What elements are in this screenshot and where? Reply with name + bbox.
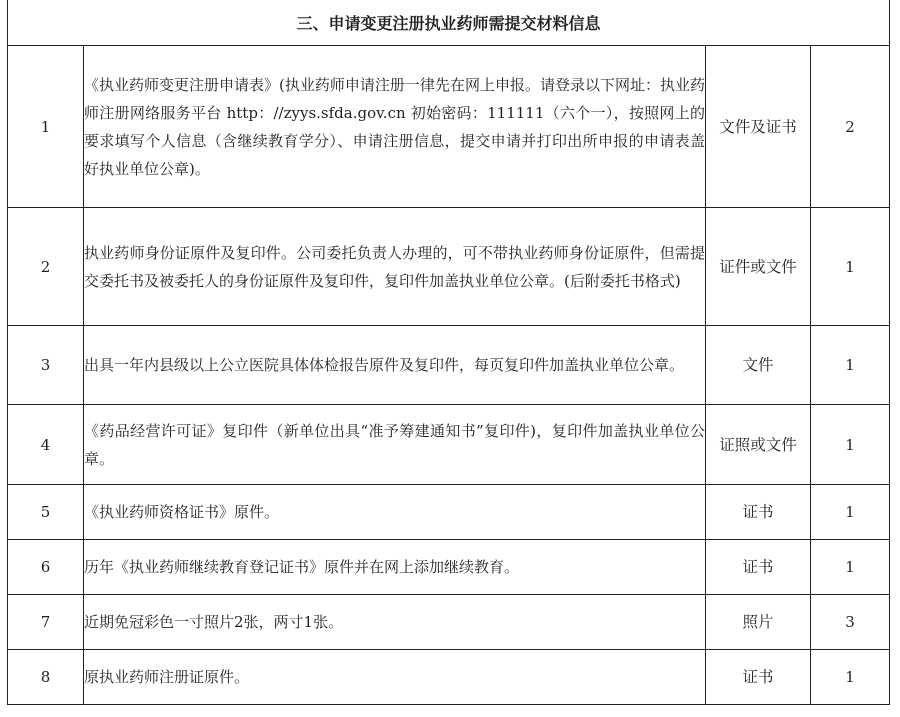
copy-count: 1 [811,405,890,485]
material-description: 历年《执业药师继续教育登记证书》原件并在网上添加继续教育。 [84,540,706,595]
table-row [8,650,890,705]
row-number: 3 [8,326,84,405]
row-number: 7 [8,595,84,650]
copy-count: 1 [811,650,890,705]
table-row [8,540,890,595]
material-type: 证书 [706,540,811,595]
material-type: 证件或文件 [706,208,811,326]
row-number: 8 [8,650,84,705]
material-type: 证照或文件 [706,405,811,485]
copy-count: 1 [811,208,890,326]
table-title-row [8,0,890,46]
material-description: 原执业药师注册证原件。 [84,650,706,705]
material-type: 文件 [706,326,811,405]
material-type: 证书 [706,485,811,540]
material-description: 《执业药师资格证书》原件。 [84,485,706,540]
materials-table [7,0,890,705]
copy-count: 1 [811,540,890,595]
table-row [8,485,890,540]
material-description: 《药品经营许可证》复印件（新单位出具“准予筹建通知书”复印件)，复印件加盖执业单位公章。 [84,405,706,485]
material-type: 照片 [706,595,811,650]
row-number: 6 [8,540,84,595]
row-number: 2 [8,208,84,326]
material-description: 近期免冠彩色一寸照片2张，两寸1张。 [84,595,706,650]
row-number: 5 [8,485,84,540]
material-description: 《执业药师变更注册申请表》(执业药师申请注册一律先在网上申报。请登录以下网址：执业药师注册网络服务平台 http：//zyys.sfda.gov.cn 初始密码：111111（六个一），按照网上的要求填写个人信息（含继续教育学分）、申请注册信息，提交申请并打印出所申报的申请表盖好执业单位公章)。 [84,46,706,208]
row-number: 1 [8,46,84,208]
table-row [8,326,890,405]
row-number: 4 [8,405,84,485]
copy-count: 3 [811,595,890,650]
material-description: 出具一年内县级以上公立医院具体体检报告原件及复印件，每页复印件加盖执业单位公章。 [84,326,706,405]
copy-count: 1 [811,326,890,405]
material-description: 执业药师身份证原件及复印件。公司委托负责人办理的，可不带执业药师身份证原件，但需提交委托书及被委托人的身份证原件及复印件，复印件加盖执业单位公章。(后附委托书格式) [84,208,706,326]
copy-count: 2 [811,46,890,208]
table-row [8,208,890,326]
copy-count: 1 [811,485,890,540]
table-title: 三、申请变更注册执业药师需提交材料信息 [8,0,890,46]
table-row [8,595,890,650]
table-row [8,46,890,208]
material-type: 证书 [706,650,811,705]
material-type: 文件及证书 [706,46,811,208]
table-row [8,405,890,485]
